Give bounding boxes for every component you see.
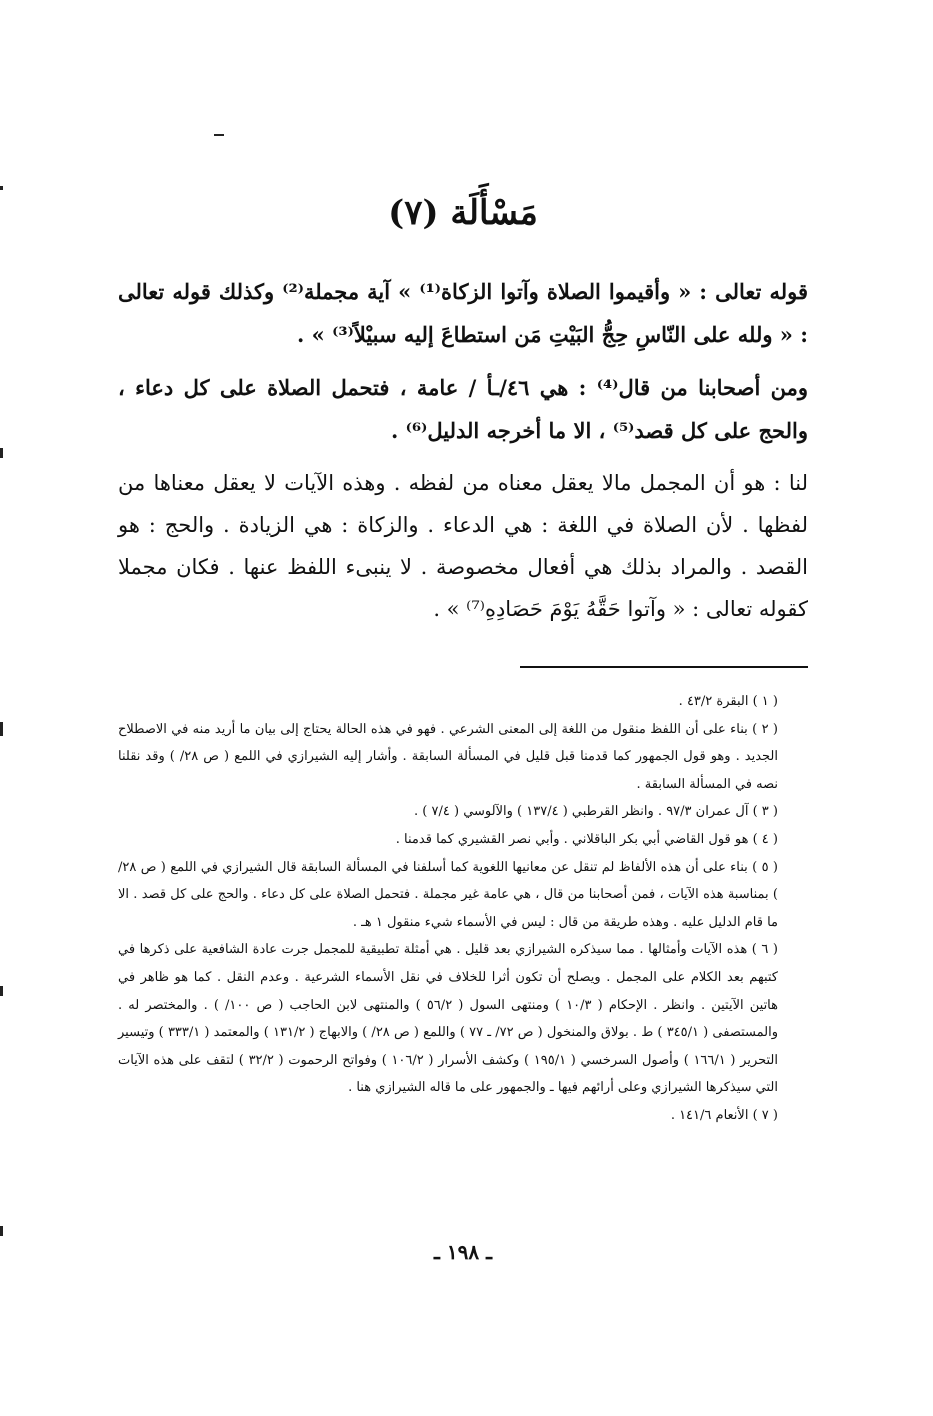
- footnote-5: ( ٥ ) بناء على أن هذه الألفاظ لم تنقل عن معانيها اللغوية كما أسلفنا في المسألة السابقة قال الشيرازي في اللمع ( ص ٢٨/ ) بمناسبة هذه الآيات ، فمن أصحابنا من قال ، هي عامة غير مجملة . فتحمل الصلاة على كل دعاء . والحج على كل قصد . الا ما قام الدليل عليه . وهذه طريقة من قال : ليس في الأسماء شيء منقول ١ هـ .: [118, 859, 778, 930]
- scan-mark: [0, 722, 3, 736]
- footnotes: [118, 688, 808, 1130]
- footnote-4: ( ٤ ) هو قول القاضي أبي بكر الباقلاني . وأبي نصر القشيري كما قدمنا .: [395, 831, 778, 847]
- scan-mark: [0, 186, 3, 190]
- footnote-6: ( ٦ ) هذه الآيات وأمثالها . مما سيذكره الشيرازي بعد قليل . هي أمثلة تطبيقية للمجمل جرت عادة الشافعية على ذكرها في كتبهم بعد الكلام على المجمل . ويصلح أن تكون أثرا للخلاف في نقل الأسماء الشرعية . وعدم النقل . كما هو ظاهر في هاتين الآيتين . وانظر . الإحكام ( ١٠/٣ ) ومنتهى السول ( ٥٦/٢ ) والمنتهى لابن الحاجب ( ص ١٠٠/ ) . والمختصر له . والمستصفى ( ٣٤٥/١ ) ط . بولاق والمنخول ( ص ٧٢/ ـ ٧٧ ) واللمع ( ص ٢٨/ ) والابهاج ( ١٣١/٢ ) والمعتمد ( ٣٣٣/١ ) وتيسير التحرير ( ١٦٦/١ ) وأصول السرخسي ( ١٩٥/١ ) وكشف الأسرار ( ١٠٦/٢ ) وفواتح الرحموت ( ٣٢/٢ ) لتقف على هذه الآيات التي سيذكرها الشيرازي وعلى أرائهم فيها ـ والجمهور على ما قاله الشيرازي هنا .: [118, 942, 779, 1096]
- scan-mark: [0, 1226, 3, 1236]
- book-page: [118, 0, 808, 1416]
- footnote-7: ( ٧ ) الأنعام ١٤١/٦ .: [670, 1107, 778, 1123]
- page-number: ـ ١٩٨ ـ: [434, 1240, 492, 1264]
- footnote-1: ( ١ ) البقرة ٤٣/٢ .: [678, 694, 778, 709]
- footnote-3: ( ٣ ) آل عمران ٩٧/٣ . وانظر القرطبي ( ١٣٧/٤ ) والآلوسي ( ٧/٤ ) .: [414, 804, 778, 820]
- footnote-2: ( ٢ ) بناء على أن اللفظ منقول من اللغة إلى المعنى الشرعي . فهو في هذه الحالة يحتاج إلى بيان ما أريد منه في الاصطلاح الجديد . وهو قول الجمهور كما قدمنا قبل قليل في المسألة السابقة . وأشار إليه الشيرازي في اللمع ( ص ٢٨/ ) وقد نقلنا نصه في المسألة السابقة .: [118, 721, 778, 792]
- scan-mark: [0, 448, 3, 458]
- paragraph-verses: قوله تعالى : « وأقيموا الصلاة وآتوا الزكاة⁽¹⁾ » آية مجملة⁽²⁾ وكذلك قوله تعالى : « ولله على النّاسِ حِجُّ البَيْتِ مَن استطاعَ إليه سبيْلاً⁽³⁾ » .: [118, 279, 808, 347]
- footnote-separator: [520, 666, 808, 668]
- scan-mark: [0, 986, 3, 996]
- paragraph-argument: لنا : هو أن المجمل مالا يعقل معناه من لفظه . وهذه الآيات لا يعقل معناها من لفظها . لأن الصلاة في اللغة : هي الدعاء . والزكاة : هي الزيادة . والحج : هو القصد . والمراد بذلك هي أفعال مخصوصة . لا ينبىء اللفظ عنها . فكان مجملا كقوله تعالى : « وآتوا حَقَّهُ يَوْمَ حَصَادِهِ⁽⁷⁾ » .: [118, 471, 808, 621]
- paragraph-opinion: ومن أصحابنا من قال⁽⁴⁾ : هي ٤٦/ـأ / عامة ، فتحمل الصلاة على كل دعاء ، والحج على كل قصد⁽⁵⁾ ، الا ما أخرجه الدليل⁽⁶⁾ .: [118, 375, 808, 443]
- issue-heading: مَسْأَلَة (٧): [388, 192, 538, 233]
- main-text: [118, 270, 808, 630]
